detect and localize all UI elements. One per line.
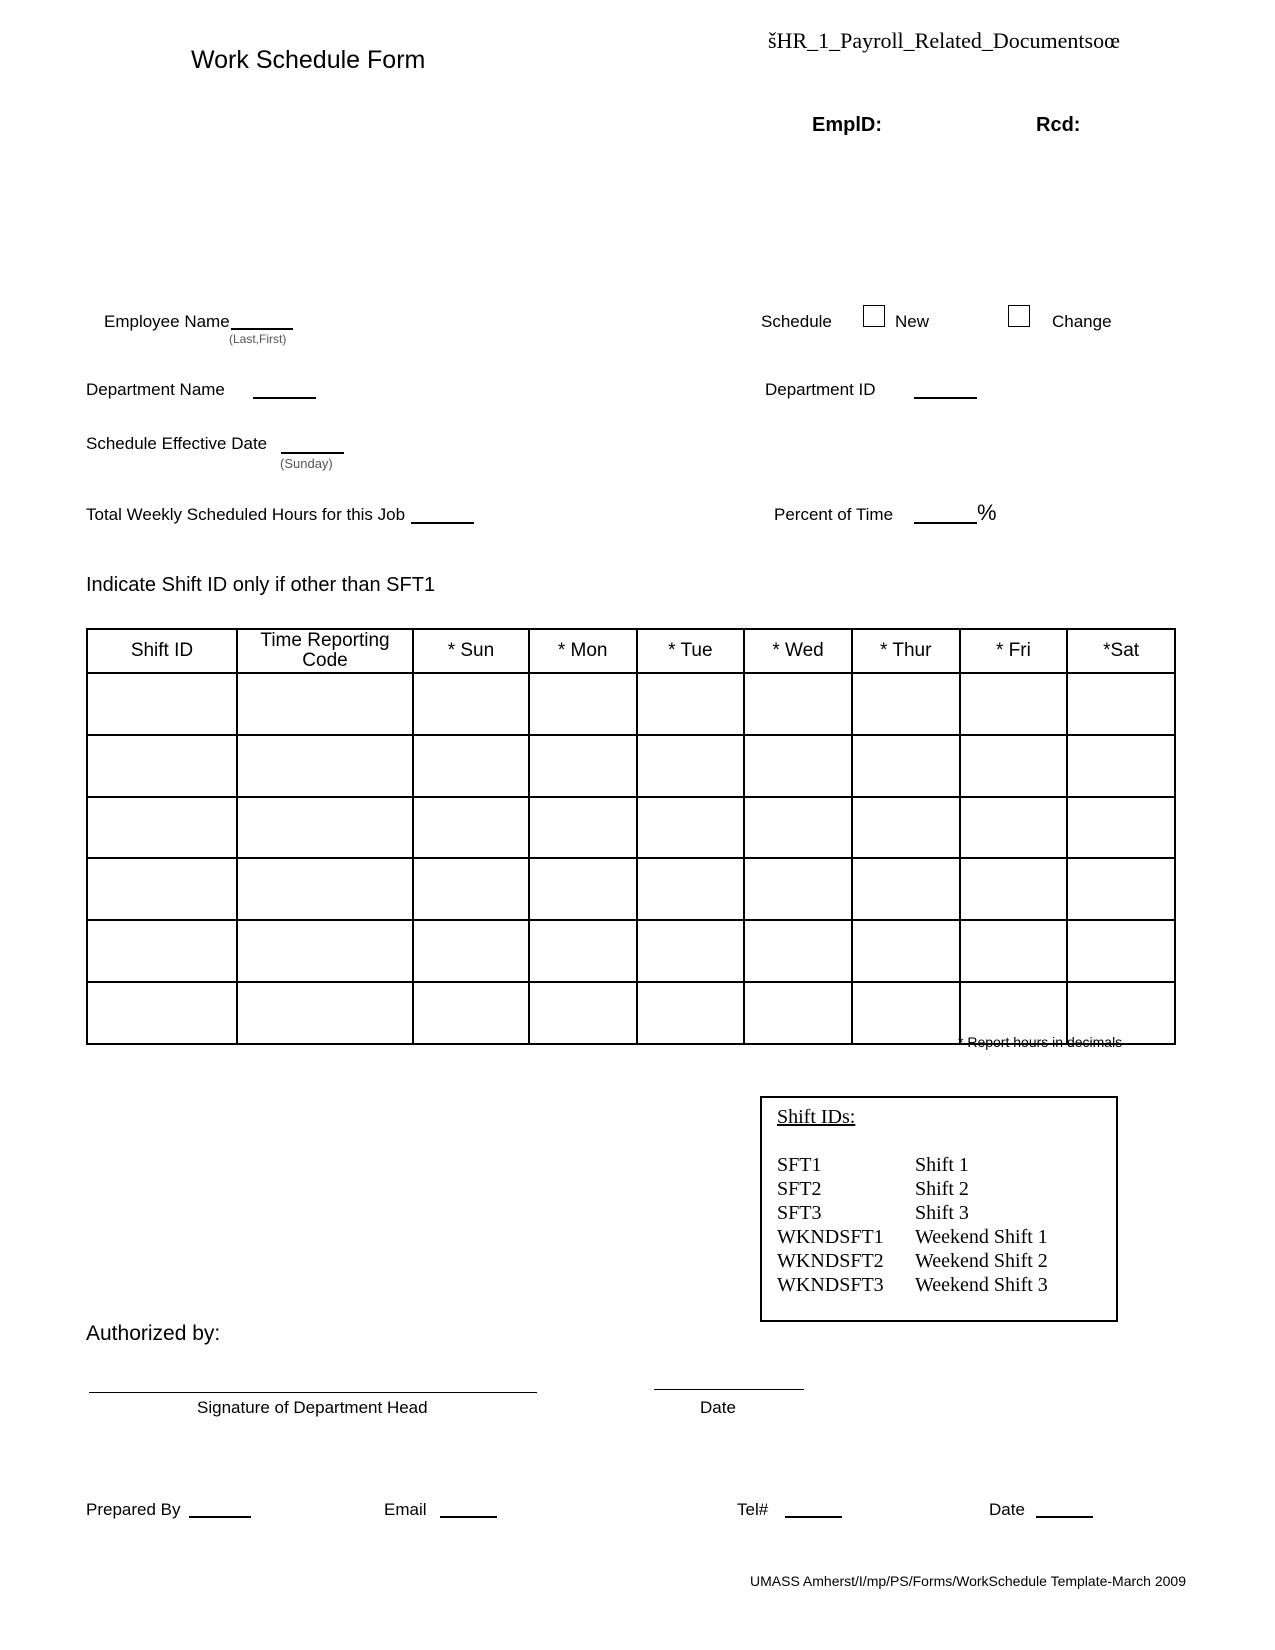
table-row	[87, 858, 1175, 920]
table-cell[interactable]	[413, 920, 529, 982]
signature-label: Signature of Department Head	[197, 1398, 428, 1417]
table-cell[interactable]	[744, 797, 852, 859]
percent-sign: %	[977, 500, 997, 525]
authorization-date-label: Date	[700, 1398, 736, 1417]
table-cell[interactable]	[529, 920, 637, 982]
table-footnote: * Report hours in decimals	[958, 1034, 1123, 1050]
signature-line[interactable]	[89, 1392, 537, 1393]
schedule-table	[86, 628, 1176, 1045]
legend-item	[777, 1202, 1107, 1226]
legend-title: Shift IDs:	[777, 1106, 856, 1128]
table-cell[interactable]	[852, 735, 960, 797]
column-header-sat: *Sat	[1067, 629, 1175, 673]
legend-name: Shift 1	[915, 1154, 969, 1176]
legend-name: Shift 2	[915, 1178, 969, 1200]
table-cell[interactable]	[87, 673, 237, 735]
email-label: Email	[384, 1500, 427, 1519]
table-cell[interactable]	[852, 982, 960, 1044]
table-cell[interactable]	[1067, 673, 1175, 735]
legend-item	[777, 1274, 1107, 1298]
table-cell[interactable]	[413, 982, 529, 1044]
table-cell[interactable]	[1067, 735, 1175, 797]
table-cell[interactable]	[413, 673, 529, 735]
footer-path: UMASS Amherst/I/mp/PS/Forms/WorkSchedule Template-March 2009	[750, 1573, 1186, 1589]
legend-name: Weekend Shift 3	[915, 1274, 1048, 1296]
table-cell[interactable]	[1067, 797, 1175, 859]
table-cell[interactable]	[852, 797, 960, 859]
change-label: Change	[1052, 312, 1112, 331]
table-cell[interactable]	[637, 797, 745, 859]
column-header-sun: * Sun	[413, 629, 529, 673]
table-cell[interactable]	[529, 797, 637, 859]
effective-date-hint: (Sunday)	[280, 456, 333, 471]
table-header-row	[87, 629, 1175, 673]
table-cell[interactable]	[413, 797, 529, 859]
employee-name-label: Employee Name	[104, 312, 230, 331]
table-cell[interactable]	[960, 673, 1068, 735]
department-id-field[interactable]	[914, 397, 977, 399]
table-row	[87, 797, 1175, 859]
column-header-fri: * Fri	[960, 629, 1068, 673]
weekly-hours-label: Total Weekly Scheduled Hours for this Job	[86, 505, 406, 524]
percent-time-label: Percent of Time	[774, 505, 894, 524]
authorized-by-label: Authorized by:	[86, 1322, 221, 1345]
prepared-by-label: Prepared By	[86, 1500, 181, 1519]
table-cell[interactable]	[413, 735, 529, 797]
legend-code: SFT2	[777, 1178, 822, 1200]
table-cell[interactable]	[1067, 858, 1175, 920]
column-header-time-reporting-code: Time Reporting Code	[237, 629, 413, 673]
new-label: New	[895, 312, 930, 331]
department-id-label: Department ID	[765, 380, 876, 399]
table-cell[interactable]	[237, 673, 413, 735]
table-cell[interactable]	[87, 735, 237, 797]
table-cell[interactable]	[237, 735, 413, 797]
email-field[interactable]	[440, 1516, 497, 1518]
tel-label: Tel#	[737, 1500, 769, 1519]
column-header-thur: * Thur	[852, 629, 960, 673]
legend-code: WKNDSFT1	[777, 1226, 884, 1248]
table-cell[interactable]	[960, 735, 1068, 797]
rcd-label: Rcd:	[1036, 114, 1081, 136]
table-row	[87, 735, 1175, 797]
table-cell[interactable]	[960, 797, 1068, 859]
table-cell[interactable]	[960, 858, 1068, 920]
shift-instruction: Indicate Shift ID only if other than SFT1	[86, 574, 436, 596]
table-cell[interactable]	[960, 920, 1068, 982]
change-checkbox[interactable]	[1008, 305, 1030, 327]
prepared-date-label: Date	[989, 1500, 1025, 1519]
table-cell[interactable]	[529, 982, 637, 1044]
table-cell[interactable]	[413, 858, 529, 920]
table-cell[interactable]	[744, 920, 852, 982]
table-cell[interactable]	[744, 858, 852, 920]
column-header-mon: * Mon	[529, 629, 637, 673]
shift-id-legend	[760, 1096, 1118, 1322]
table-cell[interactable]	[637, 920, 745, 982]
legend-code: SFT3	[777, 1202, 822, 1224]
legend-code: WKNDSFT2	[777, 1250, 884, 1272]
prepared-by-field[interactable]	[189, 1516, 251, 1518]
table-cell[interactable]	[237, 797, 413, 859]
table-cell[interactable]	[87, 797, 237, 859]
new-checkbox[interactable]	[863, 305, 885, 327]
table-cell[interactable]	[87, 982, 237, 1044]
table-cell[interactable]	[852, 673, 960, 735]
schedule-label: Schedule	[761, 312, 832, 331]
table-cell[interactable]	[529, 858, 637, 920]
table-row	[87, 920, 1175, 982]
table-cell[interactable]	[529, 673, 637, 735]
legend-code: SFT1	[777, 1154, 822, 1176]
effective-date-label: Schedule Effective Date	[86, 434, 268, 453]
table-cell[interactable]	[852, 920, 960, 982]
table-cell[interactable]	[1067, 920, 1175, 982]
percent-time-field[interactable]	[914, 522, 977, 524]
legend-item	[777, 1178, 1107, 1202]
legend-item	[777, 1154, 1107, 1178]
authorization-date-line[interactable]	[654, 1389, 804, 1390]
legend-item	[777, 1226, 1107, 1250]
tel-field[interactable]	[785, 1516, 842, 1518]
table-cell[interactable]	[637, 673, 745, 735]
legend-name: Weekend Shift 2	[915, 1250, 1048, 1272]
table-cell[interactable]	[529, 735, 637, 797]
legend-item	[777, 1250, 1107, 1274]
table-cell[interactable]	[744, 982, 852, 1044]
column-header-wed: * Wed	[744, 629, 852, 673]
legend-code: WKNDSFT3	[777, 1274, 884, 1296]
table-cell[interactable]	[637, 858, 745, 920]
weekly-hours-field[interactable]	[411, 522, 474, 524]
empid-label: EmplD:	[812, 114, 882, 136]
table-cell[interactable]	[744, 673, 852, 735]
legend-name: Weekend Shift 1	[915, 1226, 1048, 1248]
form-title: Work Schedule Form	[191, 46, 426, 74]
department-name-field[interactable]	[253, 397, 316, 399]
table-row	[87, 673, 1175, 735]
table-cell[interactable]	[237, 982, 413, 1044]
legend-name: Shift 3	[915, 1202, 969, 1224]
table-cell[interactable]	[87, 920, 237, 982]
table-cell[interactable]	[852, 858, 960, 920]
document-tag: šHR_1_Payroll_Related_Documentsoœ	[768, 28, 1120, 53]
column-header-shift-id: Shift ID	[87, 629, 237, 673]
table-cell[interactable]	[744, 735, 852, 797]
table-cell[interactable]	[637, 982, 745, 1044]
column-header-tue: * Tue	[637, 629, 745, 673]
effective-date-field[interactable]	[281, 452, 344, 454]
employee-name-field[interactable]	[231, 328, 293, 330]
table-cell[interactable]	[637, 735, 745, 797]
employee-name-hint: (Last,First)	[229, 332, 287, 346]
department-name-label: Department Name	[86, 380, 225, 399]
table-cell[interactable]	[237, 920, 413, 982]
table-cell[interactable]	[237, 858, 413, 920]
table-cell[interactable]	[87, 858, 237, 920]
prepared-date-field[interactable]	[1036, 1516, 1093, 1518]
